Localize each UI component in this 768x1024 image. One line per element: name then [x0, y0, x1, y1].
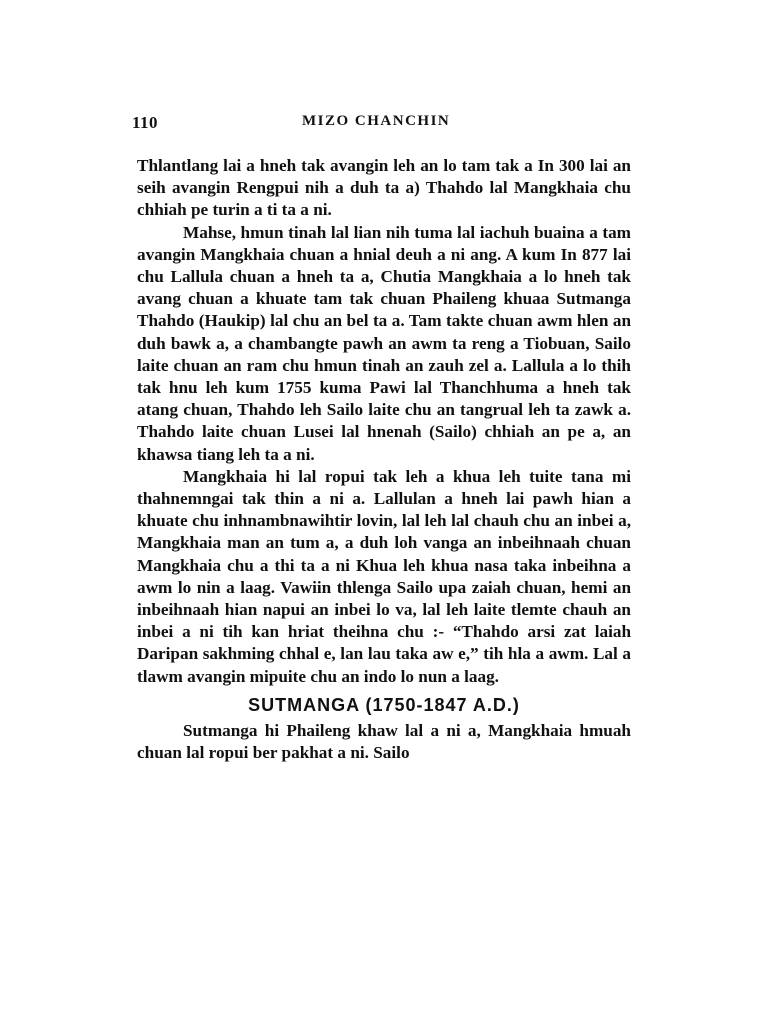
paragraph-4: Sutmanga hi Phaileng khaw lal a ni a, Mangkhaia hmuah chuan lal ropui ber pakhat a ni. Sailo [137, 721, 631, 763]
running-head: MIZO CHANCHIN [302, 113, 451, 129]
page-header [132, 113, 632, 139]
page-number: 110 [132, 113, 159, 132]
paragraph-2: Mahse, hmun tinah lal lian nih tuma lal iachuh buaina a tam avangin Mangkhaia chuan a hnial deuh a ni ang. A kum In 877 lai chu Lallula chuan a hneh ta a, Chutia Mangkhaia a lo hneh tak avang chuan a khuate tam tak chuan Phaileng khuaa Sutmanga Thahdo (Haukip) lal chu an bel ta a. Tam takte chuan awm hlen an duh bawk a, a chambangte pawh an awm ta reng a Tiobuan, Sailo laite chuan an ram chu hmun tinah an zauh zel a. Lallula a lo thih tak hnu leh kum 1755 kuma Pawi lal Thanchhuma a hneh tak atang chuan, Thahdo leh Sailo laite chu an tangrual leh ta zawk a. Thahdo laite chuan Lusei lal hnenah (Sailo) chhiah an pe a, an khawsa tiang leh ta a ni. [137, 222, 631, 464]
paragraph-3: Mangkhaia hi lal ropui tak leh a khua leh tuite tana mi thahnemngai tak thin a ni a. Lallulan a hneh lai pawh hian a khuate chu inhnambnawihtir lovin, lal leh lal chauh chu an inbei a, Mangkhaia man an tum a, a duh loh vanga an inbeihnaah chuan Mangkhaia chu a thi ta a ni Khua leh khua nasa taka inbeihna a awm lo nin a laag. Vawiin thlenga Sailo upa zaiah chuan, hemi an inbeihnaah hian napui an inbei lo va, lal leh laite tlemte chauh an inbei a ni tih kan hriat theihna chu :- “Thahdo arsi zat laiah Daripan sakhming chhal e, lan lau taka aw e,” tih hla a awm. Lal a tlawm avangin mipuite chu an indo lo nun a laag. [137, 466, 631, 686]
section-heading: SUTMANGA (1750-1847 A.D.) [248, 694, 520, 715]
body-text [137, 155, 631, 764]
paragraph-1: Thlantlang lai a hneh tak avangin leh an lo tam tak a In 300 lai an seih avangin Rengpui nih a duh ta a) Thahdo lal Mangkhaia chu chhiah pe turin a ti ta a ni. [137, 156, 631, 220]
